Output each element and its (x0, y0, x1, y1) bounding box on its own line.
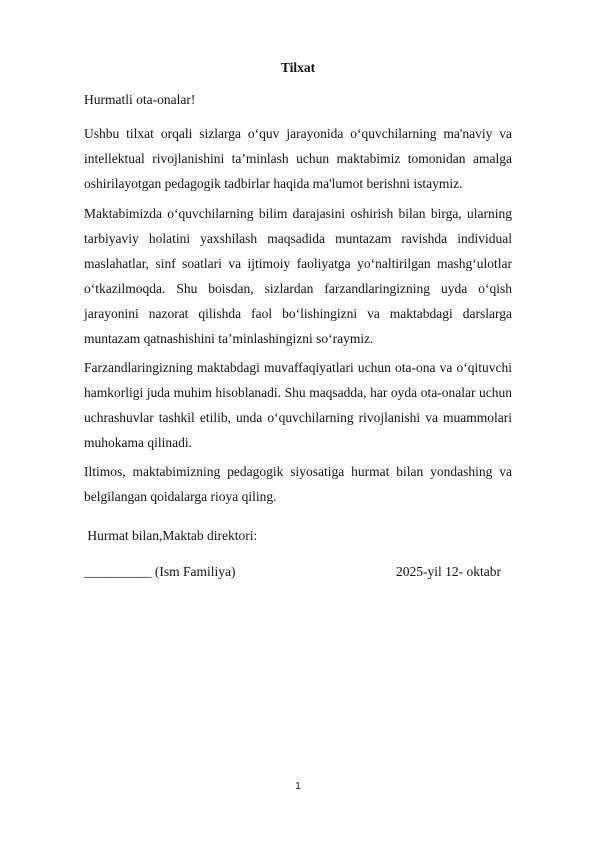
paragraph-3: Farzandlaringizning maktabdagi muvaffaqiyatlari uchun ota-ona va o‘qituvchi hamkorligi juda muhim hisoblanadi. Shu maqsadda, har oyda ota-onalar uchun uchrashuvlar tashkil etilib, unda o‘quvchilarning rivojlanishi va muammolari muhokama qilinadi. (84, 360, 512, 450)
signature-line: __________ (Ism Familiya) (84, 564, 236, 579)
page-number: 1 (295, 781, 301, 792)
signoff: Hurmat bilan,Maktab direktori: (84, 528, 258, 543)
greeting: Hurmatli ota-onalar! (84, 92, 196, 107)
date: 2025-yil 12- oktabr (396, 564, 501, 579)
paragraph-4: Iltimos, maktabimizning pedagogik siyosatiga hurmat bilan yondashing va belgilangan qoidalarga rioya qiling. (84, 464, 512, 504)
document-title: Tilxat (280, 60, 316, 75)
paragraph-1: Ushbu tilxat orqali sizlarga o‘quv jarayonida o‘quvchilarning ma'naviy va intellektual rivojlanishini ta’minlash uchun maktabimiz tomonidan amalga oshirilayotgan pedagogik tadbirlar haqida ma'lumot berishni istaymiz. (84, 126, 512, 191)
paragraph-2: Maktabimizda o‘quvchilarning bilim darajasini oshirish bilan birga, ularning tarbiyaviy holatini yaxshilash maqsadida muntazam ravishda individual maslahatlar, sinf soatlari va ijtimoiy faoliyatga yo‘naltirilgan mashg‘ulotlar o‘tkazilmoqda. Shu boisdan, sizlardan farzandlaringizning uyda o‘qish jarayonini nazorat qilishda faol bo‘lishingizni va maktabdagi darslarga muntazam qatnashishini ta’minlashingizni so‘raymiz. (84, 206, 512, 346)
